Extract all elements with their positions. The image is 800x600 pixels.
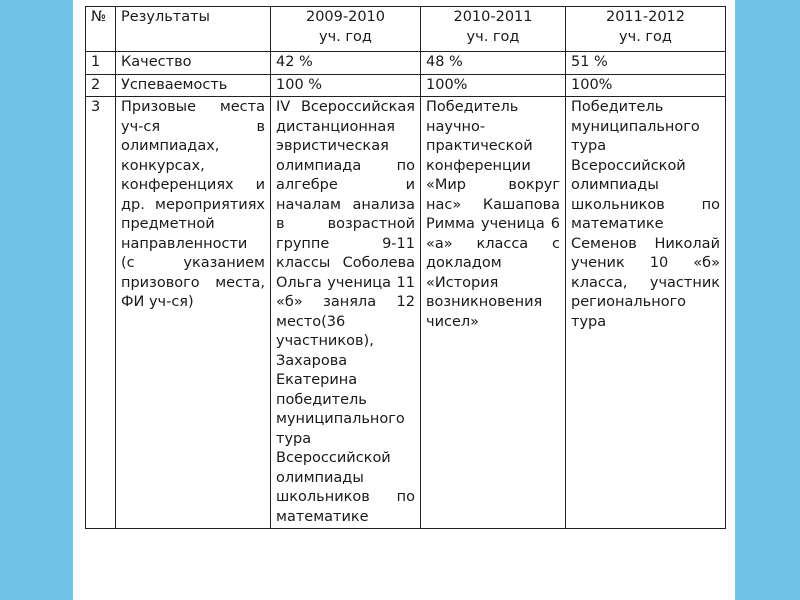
cell-2009-2010: 100 % [271, 74, 421, 97]
header-row [86, 7, 726, 52]
table-row-prizes [86, 97, 726, 529]
row-number: 1 [86, 52, 116, 75]
cell-2011-2012: 100% [566, 74, 726, 97]
row-label: Призовые места уч-ся в олимпиадах, конкурсах, конференциях и др. мероприятиях предметной направленности (с указанием призового места, ФИ уч-ся) [116, 97, 271, 529]
header-2011-2012: 2011-2012 уч. год [566, 7, 726, 52]
header-results: Результаты [116, 7, 271, 52]
cell-2009-2010: IV Всероссийская дистанционная эвристическая олимпиада по алгебре и началам анализа в возрастной группе 9-11 классы Соболева Ольга ученица 11 «б» заняла 12 место(36 участников), Захарова Екатерина победитель муниципального тура Всероссийской олимпиады школьников по математике [271, 97, 421, 529]
cell-2010-2011: 48 % [421, 52, 566, 75]
row-label: Качество [116, 52, 271, 75]
cell-2009-2010: 42 % [271, 52, 421, 75]
row-label: Успеваемость [116, 74, 271, 97]
header-2010-2011: 2010-2011 уч. год [421, 7, 566, 52]
table-row-progress [86, 74, 726, 97]
slide-page [73, 0, 735, 600]
results-table [85, 6, 726, 529]
row-number: 3 [86, 97, 116, 529]
header-2009-2010: 2009-2010 уч. год [271, 7, 421, 52]
header-number: № [86, 7, 116, 52]
cell-2010-2011: 100% [421, 74, 566, 97]
table-row-quality [86, 52, 726, 75]
cell-2010-2011: Победитель научно-практической конференции «Мир вокруг нас» Кашапова Римма ученица 6 «а» класса с докладом «История возникновения чисел» [421, 97, 566, 529]
cell-2011-2012: Победитель муниципального тура Всероссийской олимпиады школьников по математике Семенов Николай ученик 10 «б» класса, участник регионального тура [566, 97, 726, 529]
row-number: 2 [86, 74, 116, 97]
cell-2011-2012: 51 % [566, 52, 726, 75]
